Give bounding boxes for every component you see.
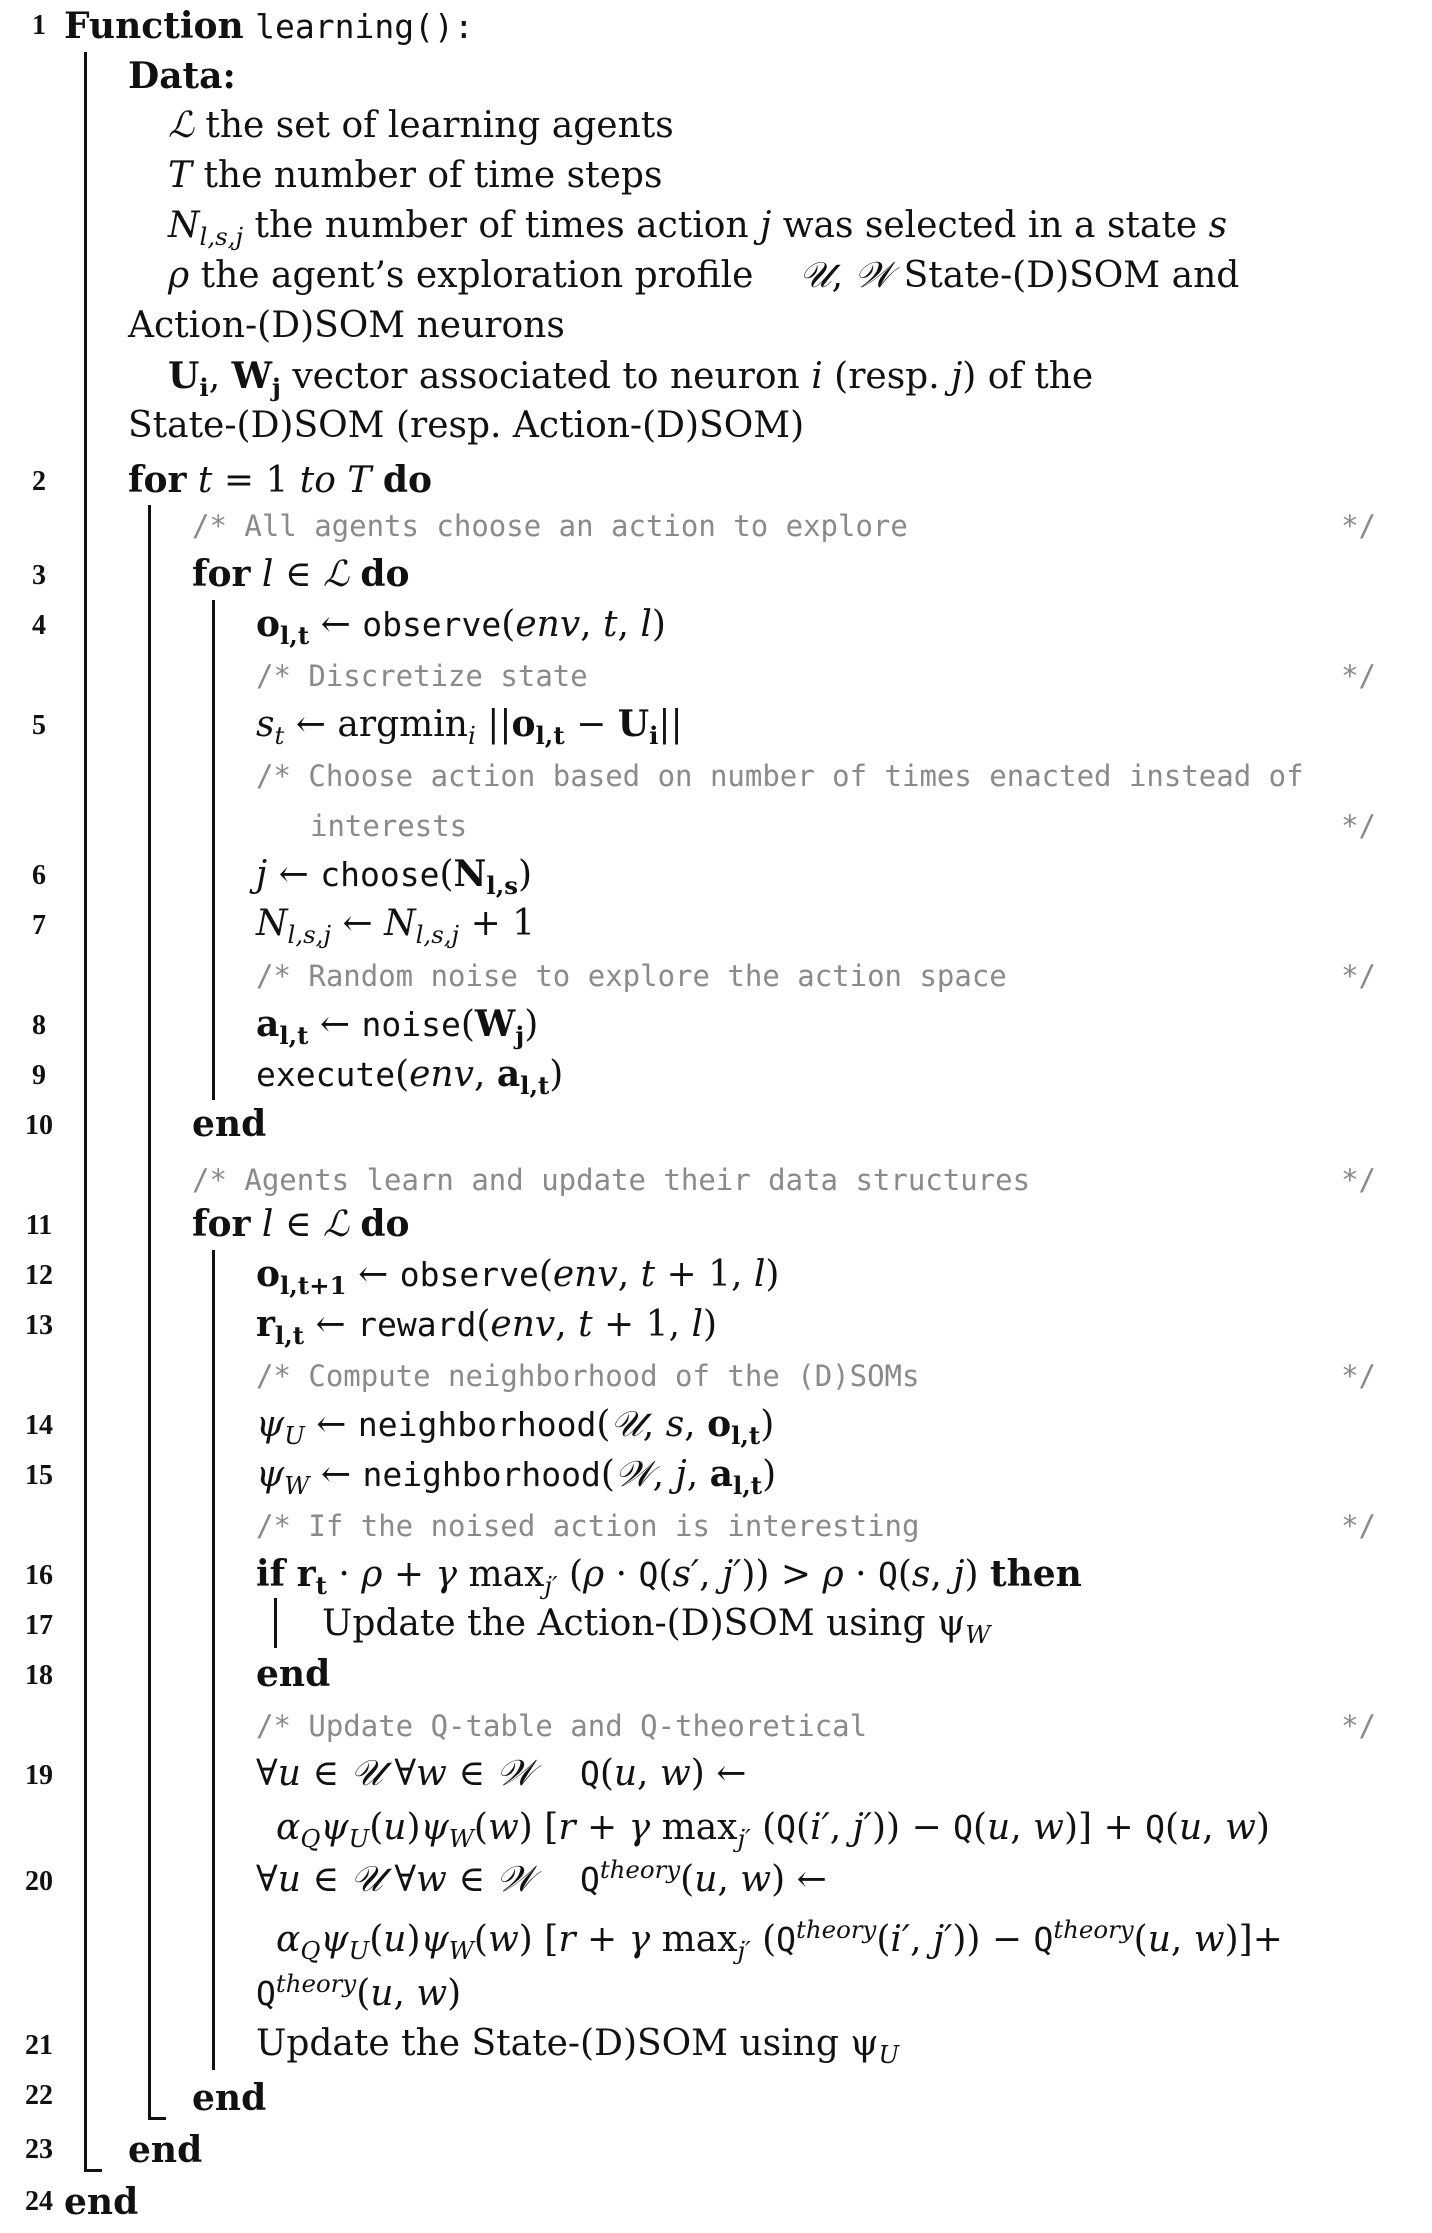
function-keyword: Function [64,5,244,47]
observe-next-line: $o_{l,t+1}$ ← observe(env, t + 1, l) [256,1253,780,1301]
end-keyword: end [192,2077,267,2119]
line-number: 5 [32,710,46,741]
line-number: 20 [25,1866,53,1897]
line-number: 4 [32,610,46,641]
line-number: 22 [25,2080,53,2111]
end-keyword: end [64,2181,139,2223]
increment-line: $N_{l,s,j}$ ← $N_{l,s,j} + 1$ [256,903,536,950]
line-number: 18 [25,1660,53,1691]
block-line-for-l-2 [212,1250,215,2070]
for-l-line: for l ∈ ℒ do [192,553,410,595]
line-number: 7 [32,910,46,941]
line-number: 12 [25,1260,53,1291]
comment-end: */ [1341,659,1376,693]
for-l-line: for l ∈ ℒ do [192,1203,410,1245]
line-number: 6 [32,860,46,891]
update-state-line: Update the State-(D)SOM using $\psi_U$ [256,2023,900,2070]
q-update-line: ∀u ∈ 𝒰 ∀w ∈ 𝒲 Q(u, w) ← [256,1753,747,1794]
comment: /* Choose action based on number of times enacted instead of [256,759,1304,793]
block-hook-for-t [148,2117,166,2120]
function-header [64,5,474,47]
block-hook-function [84,2169,102,2172]
comment-end: */ [1341,809,1376,843]
if-line: if $r_t \cdot \rho + \gamma$ $\max_{j'} (\rho \cdot Q(s'$, j′)) > ρ · Q(s, j) then [256,1553,1082,1601]
comment-end: */ [1341,1709,1376,1743]
line-number: 13 [25,1310,53,1341]
data-item: $N_{l,s,j}$ the number of times action j was selected in a state s [168,205,1228,252]
comment-end: */ [1341,509,1376,543]
comment-end: */ [1341,959,1376,993]
end-keyword: end [192,1103,267,1145]
data-item: T the number of time steps [168,155,663,196]
comment: /* Discretize state [256,659,588,693]
comment: /* Update Q-table and Q-theoretical [256,1709,868,1743]
comment: /* Agents learn and update their data structures [192,1163,1031,1197]
comment: /* All agents choose an action to explore [192,509,908,543]
comment: /* Compute neighborhood of the (D)SOMs [256,1359,920,1393]
qtheory-update-line-tail: $Q^{theory}(u$, w) [256,1969,462,2014]
execute-line: execute(env, $a_{l,t}$) [256,1053,564,1101]
data-item: Action-(D)SOM neurons [128,305,565,346]
comment-end: */ [1341,1509,1376,1543]
line-number: 3 [32,560,46,591]
data-item: State-(D)SOM (resp. Action-(D)SOM) [128,405,805,446]
for-t-line: for t = 1 to T do [128,459,433,501]
line-number: 2 [32,466,46,497]
line-number: 8 [32,1010,46,1041]
line-number: 15 [25,1460,53,1491]
qtheory-update-line-cont: $\alpha_Q\psi_U(u)\psi_W(w) [r + \gamma$ $\max_{j'} (Q^{theory}(i'$, $j')) - Q^{theory}(u$, w)]+ [276,1915,1283,1966]
end-keyword: end [128,2129,203,2171]
line-number: 23 [25,2134,53,2165]
line-number: 19 [25,1760,53,1791]
comment: interests [310,809,468,843]
comment-end: */ [1341,1359,1376,1393]
line-number: 16 [25,1560,53,1591]
block-line-for-l-1 [212,600,215,1100]
line-number: 9 [32,1060,46,1091]
comment: /* Random noise to explore the action space [256,959,1007,993]
qtheory-update-line: ∀u ∈ 𝒰 ∀w ∈ 𝒲 $Q^{theory}(u$, w) ← [256,1855,827,1900]
line-number: 11 [25,1210,53,1241]
line-number: 10 [25,1110,53,1141]
update-action-line: Update the Action-(D)SOM using $\psi_W$ [322,1603,991,1650]
comment-end: */ [1341,1163,1376,1197]
q-update-line-cont: $\alpha_Q\psi_U(u)\psi_W(w) [r + \gamma$ $\max_{j'} (Q(i'$, j′)) − Q(u, w)] + Q(u, w) [276,1807,1270,1854]
data-item: ℒ the set of learning agents [168,105,674,146]
line-number: 1 [32,10,46,41]
line-number: 24 [25,2186,53,2217]
data-item: $U_i$, $W_j$ vector associated to neuron i (resp. j) of the [168,355,1094,403]
block-line-if [274,1598,277,1648]
block-line-for-t [148,505,151,2120]
choose-line: j ← $choose(N_{l,s})$ [256,853,533,901]
block-line-function [84,52,87,2172]
data-label: Data: [128,55,236,97]
end-keyword: end [256,1653,331,1695]
data-item: ρ the agent’s exploration profile 𝒰, 𝒲 State-(D)SOM and [168,255,1240,296]
comment: /* If the noised action is interesting [256,1509,920,1543]
neighborhood-u-line: $\psi_U$ ← neighborhood(𝒰, s, $o_{l,t}$) [256,1403,775,1451]
line-number: 14 [25,1410,53,1441]
neighborhood-w-line: $\psi_W$ ← neighborhood(𝒲, j, $a_{l,t}$) [256,1453,777,1501]
noise-line: $a_{l,t}$ ← $noise(W_j)$ [256,1003,539,1051]
reward-line: $r_{l,t}$ ← reward(env, t + 1, l) [256,1303,718,1351]
discretize-line: $s_t$ ← argmin$_i$ $||o_{l,t} - U_i||$ [256,703,683,751]
function-name: learning(): [255,7,474,46]
observe-line: $o_{l,t}$ ← observe(env, t, l) [256,603,666,651]
line-number: 17 [25,1610,53,1641]
line-number: 21 [25,2030,53,2061]
